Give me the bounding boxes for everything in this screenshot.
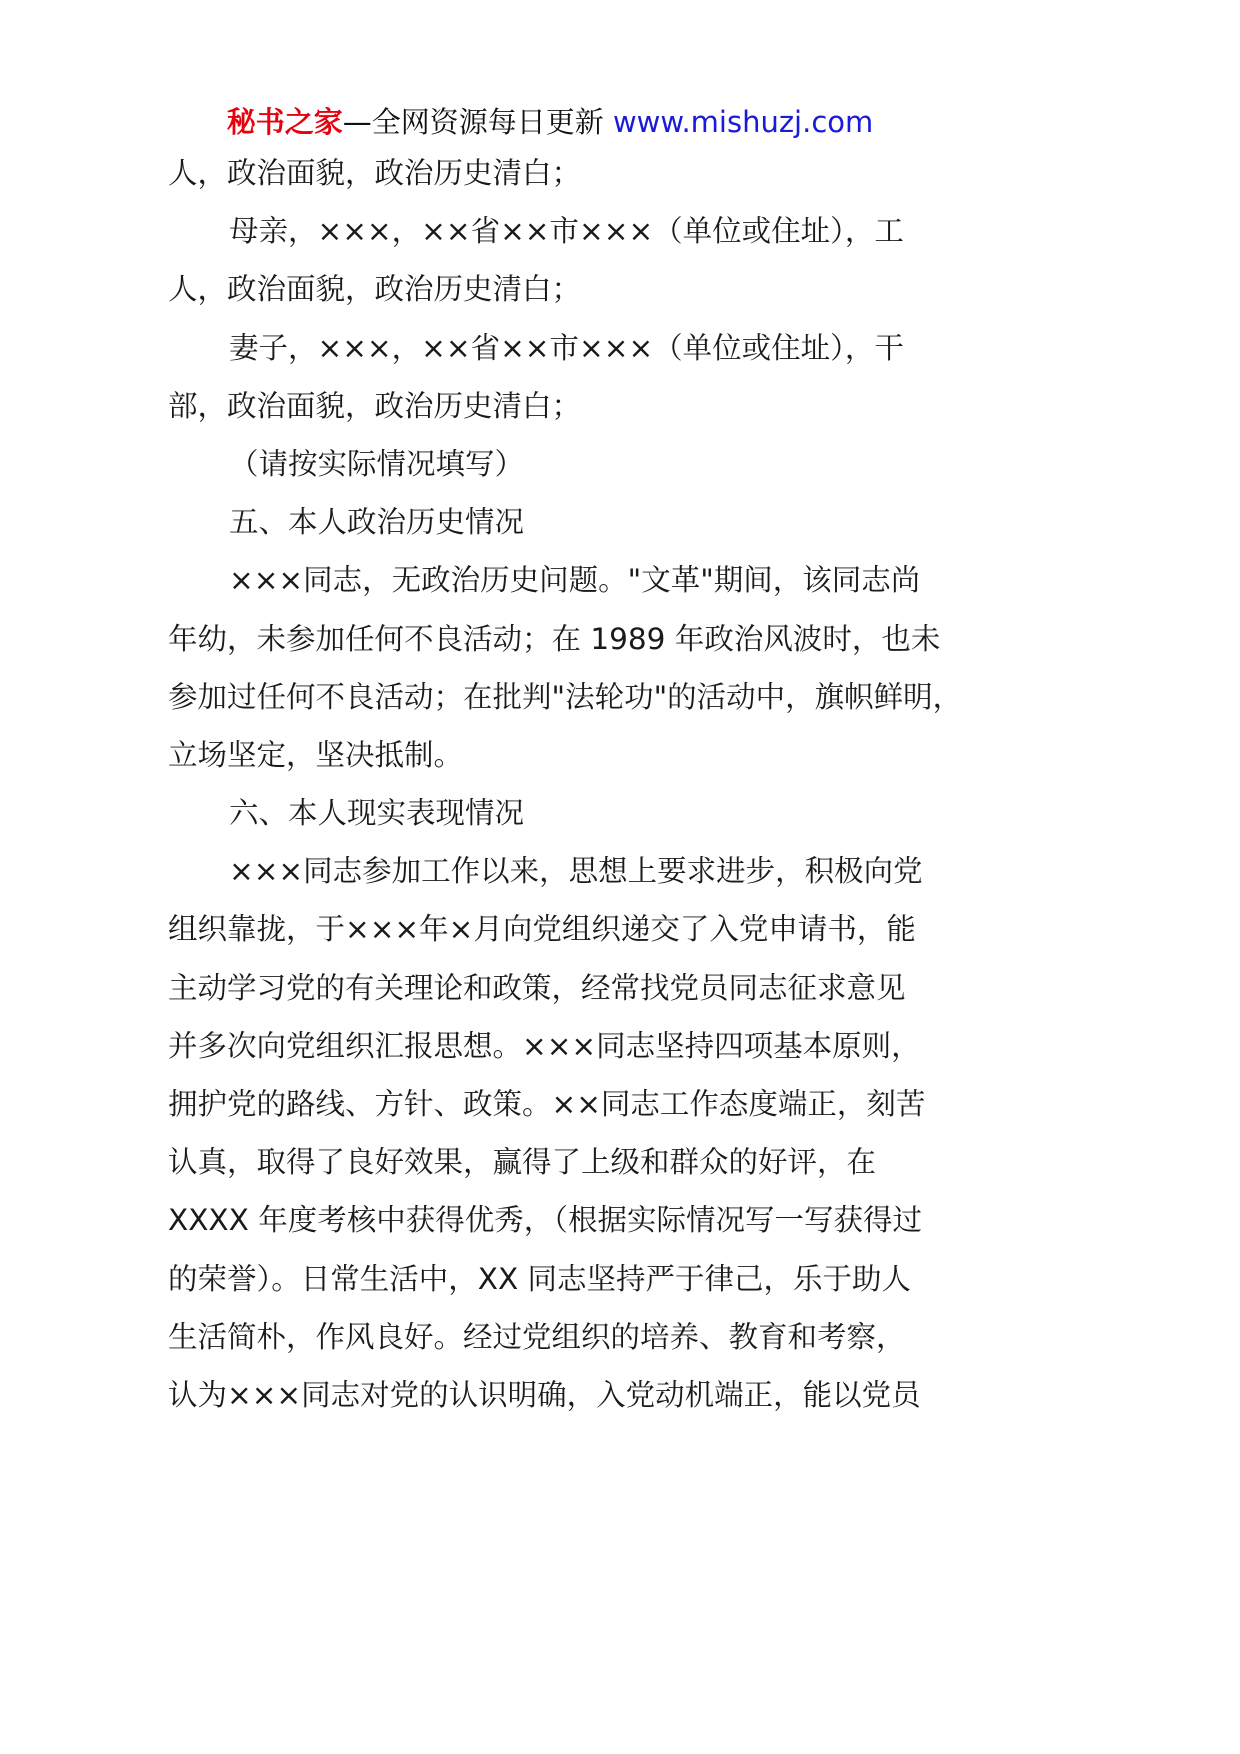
text-line: 五、本人政治历史情况	[229, 505, 525, 540]
text-line: 的荣誉）。日常生活中，XX 同志坚持严于律己，乐于助人	[168, 1261, 912, 1296]
text-line: 组织靠拢，于×××年×月向党组织递交了入党申请书，能	[168, 912, 916, 947]
text-line: （请按实际情况填写）	[229, 446, 525, 481]
text-line: 人，政治面貌，政治历史清白；	[168, 272, 582, 307]
text-line: 拥护党的路线、方针、政策。××同志工作态度端正，刻苦	[168, 1087, 926, 1121]
text-line: 人，政治面貌，政治历史清白；	[168, 156, 582, 190]
text-line: 参加过任何不良活动；在批判"法轮功"的活动中，旗帜鲜明，	[168, 679, 963, 714]
text-line: ×××同志参加工作以来，思想上要求进步，积极向党	[229, 854, 923, 889]
header-slogan: —全网资源每日更新	[342, 105, 604, 139]
text-line: 立场坚定，坚决抵制。	[168, 737, 464, 772]
text-line: 认真，取得了良好效果，赢得了上级和群众的好评，在	[168, 1145, 877, 1180]
text-line: 主动学习党的有关理论和政策，经常找党员同志征求意见	[168, 970, 906, 1005]
page-header	[0, 100, 1100, 144]
text-line: 部，政治面貌，政治历史清白；	[168, 388, 582, 423]
text-line: 认为×××同志对党的认识明确，入党动机端正，能以党员	[168, 1377, 921, 1412]
text-line: 并多次向党组织汇报思想。×××同志坚持四项基本原则，	[168, 1028, 921, 1063]
text-line: 年幼，未参加任何不良活动；在 1989 年政治风波时，也未	[168, 621, 941, 656]
header-url[interactable]: www.mishuzj.com	[612, 105, 874, 139]
text-line: 六、本人现实表现情况	[229, 796, 525, 831]
text-line: 妻子，×××，××省××市×××（单位或住址），干	[229, 330, 904, 365]
header-brand: 秘书之家	[226, 105, 343, 139]
text-line: XXXX 年度考核中获得优秀，（根据实际情况写一写获得过	[168, 1203, 922, 1238]
text-line: 母亲，×××，××省××市×××（单位或住址），工	[229, 214, 904, 249]
document-body	[168, 144, 968, 1424]
text-line: 生活简朴，作风良好。经过党组织的培养、教育和考察，	[168, 1319, 906, 1354]
text-line: ×××同志，无政治历史问题。"文革"期间，该同志尚	[229, 563, 921, 598]
